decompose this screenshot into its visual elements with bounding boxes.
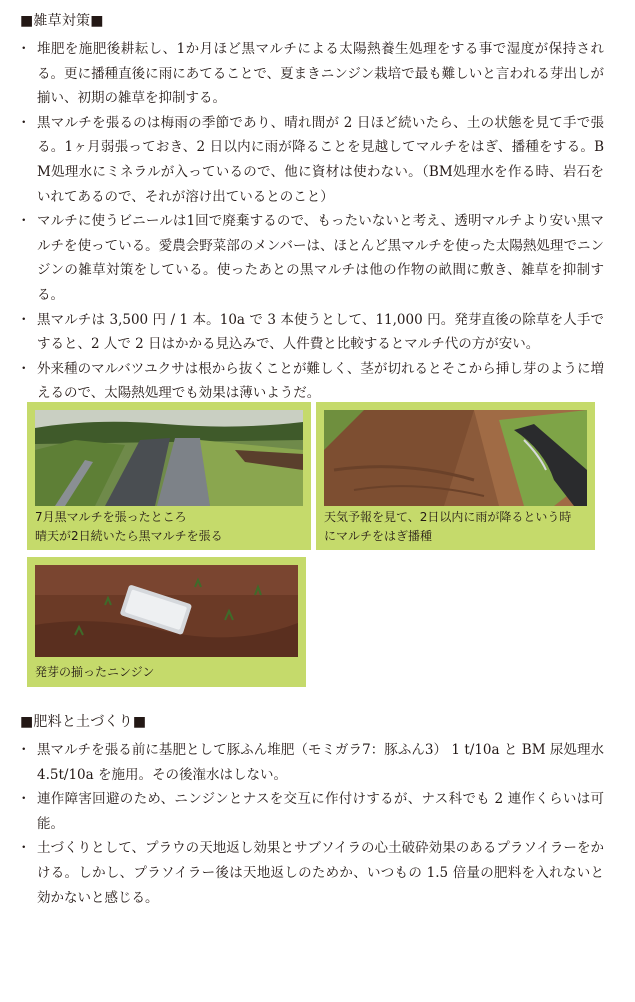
- photo-caption-3: [35, 663, 300, 682]
- soil-bullet-2: ・ 連作障害回避のため、ニンジンとナスを交互に作付けするが、ナス科でも 2 連作くらいは可能。: [20, 787, 604, 836]
- weed-bullet-1: ・ 堆肥を施肥後耕耘し、1か月ほど黒マルチによる太陽熱養生処理をする事で湿度が保持される。更に播種直後に雨にあてることで、夏まきニンジン栽培で最も難しいと言われる芽出しが揃い、初期の雑草を抑制する。: [20, 37, 604, 111]
- photo-caption-3-line-1: 発芽の揃ったニンジン: [35, 665, 155, 679]
- photo-caption-2-line-2: にマルチをはぎ播種: [324, 529, 433, 543]
- photo-card-mulch-removed: [316, 402, 595, 550]
- soil-section-heading: ■肥料と土づくり■: [20, 714, 147, 730]
- carrot-sprouts-photo: [35, 565, 298, 657]
- soil-bullet-list: [20, 738, 604, 910]
- photo-card-carrot-sprouts: [27, 557, 306, 687]
- photo-card-black-mulch: [27, 402, 311, 550]
- photo-caption-1-line-2: 晴天が2日続いたら黒マルチを張る: [35, 529, 223, 543]
- weed-bullet-4: ・ 黒マルチは 3,500 円 / 1 本。10a で 3 本使うとして、11,000 円。発芽直後の除草を人手ですると、2 人で 2 日はかかる見込みで、人件費と比較するとマルチ代の方が安い。: [20, 308, 604, 357]
- photo-caption-1-line-1: 7月黒マルチを張ったところ: [35, 510, 187, 524]
- weed-section-heading: ■雑草対策■: [20, 13, 104, 29]
- photo-caption-2: [324, 508, 589, 546]
- field-mulch-removed-photo: [324, 410, 587, 506]
- weed-bullet-3: ・ マルチに使うビニールは1回で廃棄するので、もったいないと考え、透明マルチより安い黒マルチを使っている。愛農会野菜部のメンバーは、ほとんど黒マルチを使った太陽熱処理でニンジンの雑草対策をしている。使ったあとの黒マルチは他の作物の畝間に敷き、雑草を抑制する。: [20, 209, 604, 307]
- photo-caption-1: [35, 508, 305, 546]
- weed-bullet-2: ・ 黒マルチを張るのは梅雨の季節であり、晴れ間が 2 日ほど続いたら、土の状態を見て手で張る。1ヶ月弱張っておき、2 日以内に雨が降ることを見越してマルチをはぎ、播種をする。BM処理水にミネラルが入っているので、他に資材は使わない。（BM処理水を作る時、岩石をいれてあるので、それが溶け出ているとのこと）: [20, 111, 604, 209]
- soil-bullet-1: ・ 黒マルチを張る前に基肥として豚ふん堆肥（モミガラ7：豚ふん3） 1 t/10a と BM 尿処理水 4.5t/10a を施用。その後潅水はしない。: [20, 738, 604, 787]
- weed-bullet-5: ・ 外来種のマルバツユクサは根から抜くことが難しく、茎が切れるとそこから挿し芽のように増えるので、太陽熱処理でも効果は薄いようだ。: [20, 357, 604, 406]
- photo-caption-2-line-1: 天気予報を見て、2日以内に雨が降るという時: [324, 510, 572, 524]
- soil-bullet-3: ・ 土づくりとして、プラウの天地返し効果とサブソイラの心土破砕効果のあるプラソイラーをかける。しかし、プラソイラー後は天地返しのためか、いつもの 1.5 倍量の肥料を入れないと効かないと感じる。: [20, 836, 604, 910]
- field-black-mulch-photo: [35, 410, 303, 506]
- weed-bullet-list: [20, 37, 604, 406]
